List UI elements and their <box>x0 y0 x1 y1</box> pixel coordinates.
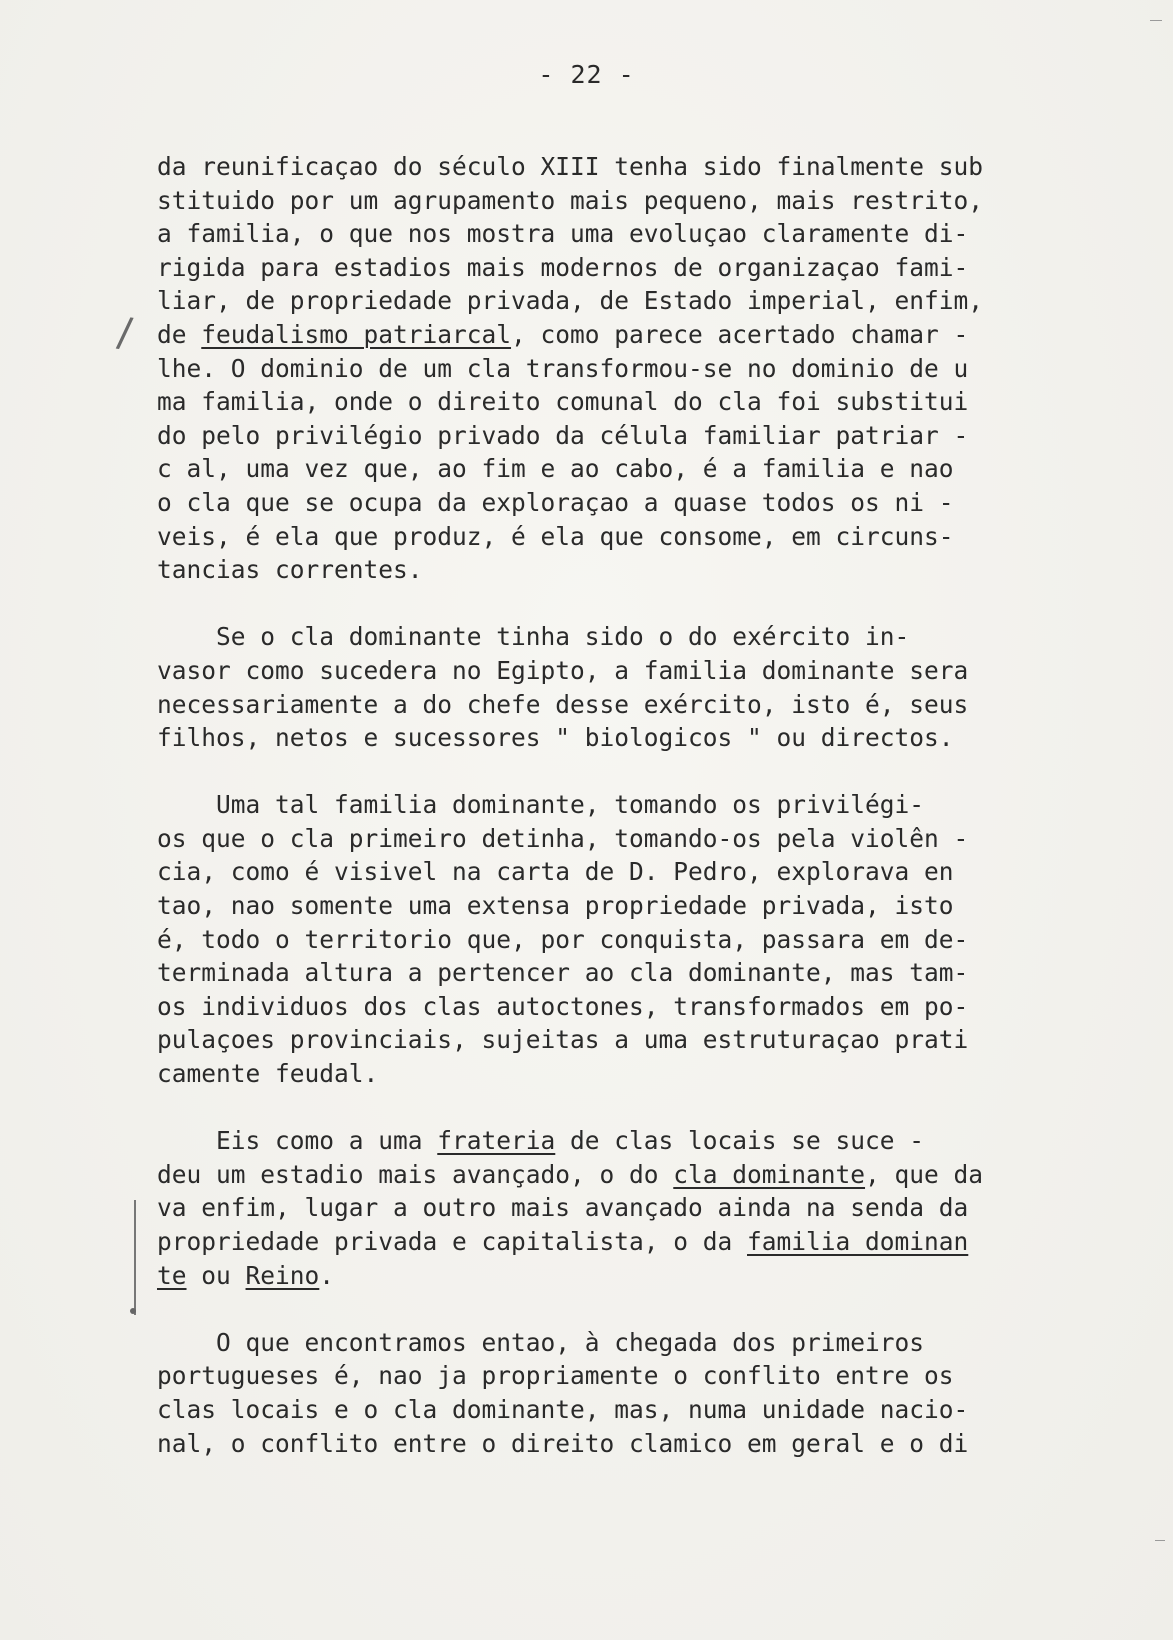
paragraph-5 <box>157 1326 1087 1460</box>
text-line: filhos, netos e sucessores " biologicos " ou directos. <box>157 723 954 753</box>
text-line: Se o cla dominante tinha sido o do exército in- <box>157 622 910 652</box>
underlined-term: familia dominan <box>747 1227 969 1256</box>
text-line: o cla que se ocupa da exploraçao a quase todos os ni - <box>157 487 954 517</box>
text-line: propriedade privada e capitalista, o da familia dominan <box>157 1227 969 1256</box>
text-line: veis, é ela que produz, é ela que consome, em circuns- <box>157 521 954 551</box>
text-line: ma familia, onde o direito comunal do cla foi substitui <box>157 387 969 417</box>
text-line: c al, uma vez que, ao fim e ao cabo, é a familia e nao <box>157 454 954 484</box>
text-line: stituido por um agrupamento mais pequeno, mais restrito, <box>157 185 984 215</box>
text-line: nal, o conflito entre o direito clamico em geral e o di <box>157 1428 969 1458</box>
text-line: clas locais e o cla dominante, mas, numa unidade nacio- <box>157 1394 969 1424</box>
text-line: de feudalismo patriarcal, como parece acertado chamar - <box>157 319 969 349</box>
text-line: Eis como a uma frateria de clas locais se suce - <box>157 1126 925 1156</box>
paragraph-3 <box>157 788 1087 1090</box>
text-line: te ou Reino. <box>157 1260 335 1290</box>
text-line: deu um estadio mais avançado, o do cla dominante, que da <box>157 1159 984 1189</box>
text-line: lhe. O dominio de um cla transformou-se no dominio de u <box>157 353 969 383</box>
margin-dot <box>130 1308 136 1314</box>
text-line: a familia, o que nos mostra uma evoluçao claramente di- <box>157 219 969 249</box>
text-line: do pelo privilégio privado da célula familiar patriar - <box>157 420 969 450</box>
text-line: O que encontramos entao, à chegada dos primeiros <box>157 1327 925 1357</box>
text-line: portugueses é, nao ja propriamente o conflito entre os <box>157 1361 954 1391</box>
underlined-term: feudalismo patriarcal <box>201 319 512 349</box>
text-line: Uma tal familia dominante, tomando os privilégi- <box>157 790 925 820</box>
margin-pencil-mark: / <box>114 309 135 357</box>
text-line: va enfim, lugar a outro mais avançado ainda na senda da <box>157 1193 969 1223</box>
text-line: rigida para estadios mais modernos de organizaçao fami- <box>157 252 969 282</box>
text-line: os que o cla primeiro detinha, tomando-os pela violên - <box>157 823 969 853</box>
text-line: pulaçoes provinciais, sujeitas a uma estruturaçao prati <box>157 1025 969 1055</box>
underlined-term: cla dominante <box>673 1159 866 1189</box>
paragraph-2 <box>157 620 1087 754</box>
text-line: é, todo o territorio que, por conquista, passara em de- <box>157 924 969 954</box>
underlined-term: frateria <box>437 1126 556 1156</box>
text-line: tao, nao somente uma extensa propriedade privada, isto <box>157 891 954 921</box>
text-line: vasor como sucedera no Egipto, a familia dominante sera <box>157 655 969 685</box>
text-line: da reunificaçao do século XIII tenha sido finalmente sub <box>157 152 984 181</box>
edge-speck <box>1155 1540 1165 1541</box>
body-text <box>157 150 1087 1494</box>
text-line: terminada altura a pertencer ao cla dominante, mas tam- <box>157 958 969 988</box>
text-line: os individuos dos clas autoctones, transformados em po- <box>157 991 969 1021</box>
text-line: necessariamente a do chefe desse exército, isto é, seus <box>157 689 969 719</box>
margin-bracket-line <box>134 1200 136 1315</box>
page-number: - 22 - <box>538 60 635 89</box>
text-line: cia, como é visivel na carta de D. Pedro, explorava en <box>157 857 954 887</box>
paragraph-4 <box>157 1124 1087 1292</box>
text-line: liar, de propriedade privada, de Estado imperial, enfim, <box>157 286 984 316</box>
text-line: tancias correntes. <box>157 555 423 585</box>
edge-speck <box>1150 20 1162 21</box>
underlined-term: Reino <box>245 1260 320 1290</box>
paragraph-1 <box>157 150 1087 587</box>
underlined-term: te <box>157 1260 187 1290</box>
text-line: camente feudal. <box>157 1059 379 1089</box>
